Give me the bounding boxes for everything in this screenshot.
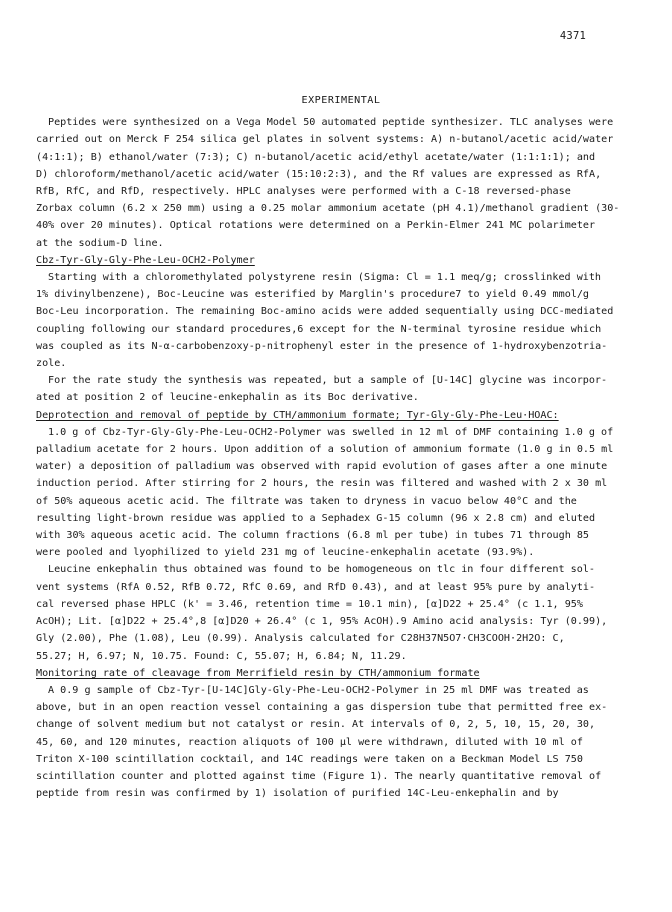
text-line: 45, 60, and 120 minutes, reaction aliquots of 100 μl were withdrawn, diluted with 10 ml of bbox=[36, 736, 583, 748]
text-line: 55.27; H, 6.97; N, 10.75. Found: C, 55.07; H, 6.84; N, 11.29. bbox=[36, 650, 407, 662]
text-line: ated at position 2 of leucine-enkephalin as its Boc derivative. bbox=[36, 392, 419, 404]
page-number: 4371 bbox=[559, 30, 586, 42]
text-line: D) chloroform/methanol/acetic acid/water (15:10:2:3), and the Rf values are expressed as RfA, bbox=[36, 168, 602, 180]
text-line: palladium acetate for 2 hours. Upon addition of a solution of ammonium formate (1.0 g in 0.5 ml bbox=[36, 444, 614, 456]
text-line: A 0.9 g sample of Cbz-Tyr-[U-14C]Gly-Gly-Phe-Leu-OCH2-Polymer in 25 ml DMF was treated as bbox=[48, 684, 589, 696]
text-line: water) a deposition of palladium was observed with rapid evolution of gases after a one minute bbox=[36, 461, 608, 473]
subsection-heading-deprotection: Deprotection and removal of peptide by CTH/ammonium formate; Tyr-Gly-Gly-Phe-Leu·HOAC: bbox=[36, 409, 559, 421]
text-line: cal reversed phase HPLC (k' = 3.46, retention time = 10.1 min), [α]D22 + 25.4° (c 1.1, 95% bbox=[36, 598, 583, 610]
section-title: EXPERIMENTAL bbox=[301, 95, 381, 106]
text-line: scintillation counter and plotted against time (Figure 1). The nearly quantitative removal of bbox=[36, 770, 602, 782]
text-line: Starting with a chloromethylated polystyrene resin (Sigma: Cl = 1.1 meq/g; crosslinked with bbox=[48, 272, 602, 284]
text-line: change of solvent medium but not catalyst or resin. At intervals of 0, 2, 5, 10, 15, 20, 30, bbox=[36, 719, 596, 731]
body-text bbox=[36, 92, 646, 802]
text-line: Triton X-100 scintillation cocktail, and 14C readings were taken on a Beckman Model LS 750 bbox=[36, 753, 583, 765]
paragraph-analysis bbox=[36, 561, 646, 664]
text-line: carried out on Merck F 254 silica gel plates in solvent systems: A) n-butanol/acetic acid/water bbox=[36, 134, 614, 146]
text-line: 40% over 20 minutes). Optical rotations were determined on a Perkin-Elmer 241 MC polarimeter bbox=[36, 220, 596, 232]
text-line: Leucine enkephalin thus obtained was found to be homogeneous on tlc in four different sol- bbox=[48, 564, 595, 576]
text-line: zole. bbox=[36, 358, 67, 370]
text-line: vent systems (RfA 0.52, RfB 0.72, RfC 0.69, and RfD 0.43), and at least 95% pure by analyti- bbox=[36, 581, 596, 593]
paragraph-synthesis bbox=[36, 269, 646, 372]
subsection-heading-polymer: Cbz-Tyr-Gly-Gly-Phe-Leu-OCH2-Polymer bbox=[36, 254, 255, 266]
text-line: Gly (2.00), Phe (1.08), Leu (0.99). Analysis calculated for C28H37N5O7·CH3COOH·2H2O: C, bbox=[36, 633, 565, 645]
text-line: with 30% aqueous acetic acid. The column fractions (6.8 ml per tube) in tubes 71 through 85 bbox=[36, 530, 590, 542]
text-line: coupling following our standard procedures,6 except for the N-terminal tyrosine residue which bbox=[36, 323, 602, 335]
paragraph-deprotection bbox=[36, 424, 646, 562]
text-line: (4:1:1); B) ethanol/water (7:3); C) n-butanol/acetic acid/ethyl acetate/water (1:1:1:1); and bbox=[36, 151, 596, 163]
text-line: of 50% aqueous acetic acid. The filtrate was taken to dryness in vacuo below 40°C and the bbox=[36, 495, 577, 507]
text-line: 1% divinylbenzene), Boc-Leucine was esterified by Marglin's procedure7 to yield 0.49 mmol/g bbox=[36, 289, 590, 301]
paragraph-monitoring bbox=[36, 682, 646, 802]
text-line: resulting light-brown residue was applied to a Sephadex G-15 column (96 x 2.8 cm) and eluted bbox=[36, 512, 596, 524]
paragraph-rate-study bbox=[36, 372, 646, 406]
text-line: were pooled and lyophilized to yield 231 mg of leucine-enkephalin acetate (93.9%). bbox=[36, 547, 535, 559]
text-line: at the sodium-D line. bbox=[36, 237, 164, 249]
text-line: Boc-Leu incorporation. The remaining Boc-amino acids were added sequentially using DCC-mediated bbox=[36, 306, 614, 318]
text-line: RfB, RfC, and RfD, respectively. HPLC analyses were performed with a C-18 reversed-phase bbox=[36, 186, 571, 198]
text-line: was coupled as its N-α-carbobenzoxy-p-nitrophenyl ester in the presence of 1-hydroxybenzotria- bbox=[36, 340, 608, 352]
text-line: 1.0 g of Cbz-Tyr-Gly-Gly-Phe-Leu-OCH2-Polymer was swelled in 12 ml of DMF containing 1.0 g of bbox=[48, 426, 614, 438]
text-line: AcOH); Lit. [α]D22 + 25.4°,8 [α]D20 + 26.4° (c 1, 95% AcOH).9 Amino acid analysis: Tyr (0.99), bbox=[36, 616, 608, 628]
paragraph-instrumentation bbox=[36, 114, 646, 252]
text-line: Zorbax column (6.2 x 250 mm) using a 0.25 molar ammonium acetate (pH 4.1)/methanol gradient (30- bbox=[36, 203, 620, 215]
text-line: induction period. After stirring for 2 hours, the resin was filtered and washed with 2 x 30 ml bbox=[36, 478, 608, 490]
text-line: above, but in an open reaction vessel containing a gas dispersion tube that permitted free ex- bbox=[36, 702, 608, 714]
subsection-heading-monitoring: Monitoring rate of cleavage from Merrifield resin by CTH/ammonium formate bbox=[36, 667, 480, 679]
text-line: For the rate study the synthesis was repeated, but a sample of [U-14C] glycine was incorpor- bbox=[48, 375, 608, 387]
text-line: peptide from resin was confirmed by 1) isolation of purified 14C-Leu-enkephalin and by bbox=[36, 788, 559, 800]
text-line: Peptides were synthesized on a Vega Model 50 automated peptide synthesizer. TLC analyses were bbox=[48, 117, 614, 129]
